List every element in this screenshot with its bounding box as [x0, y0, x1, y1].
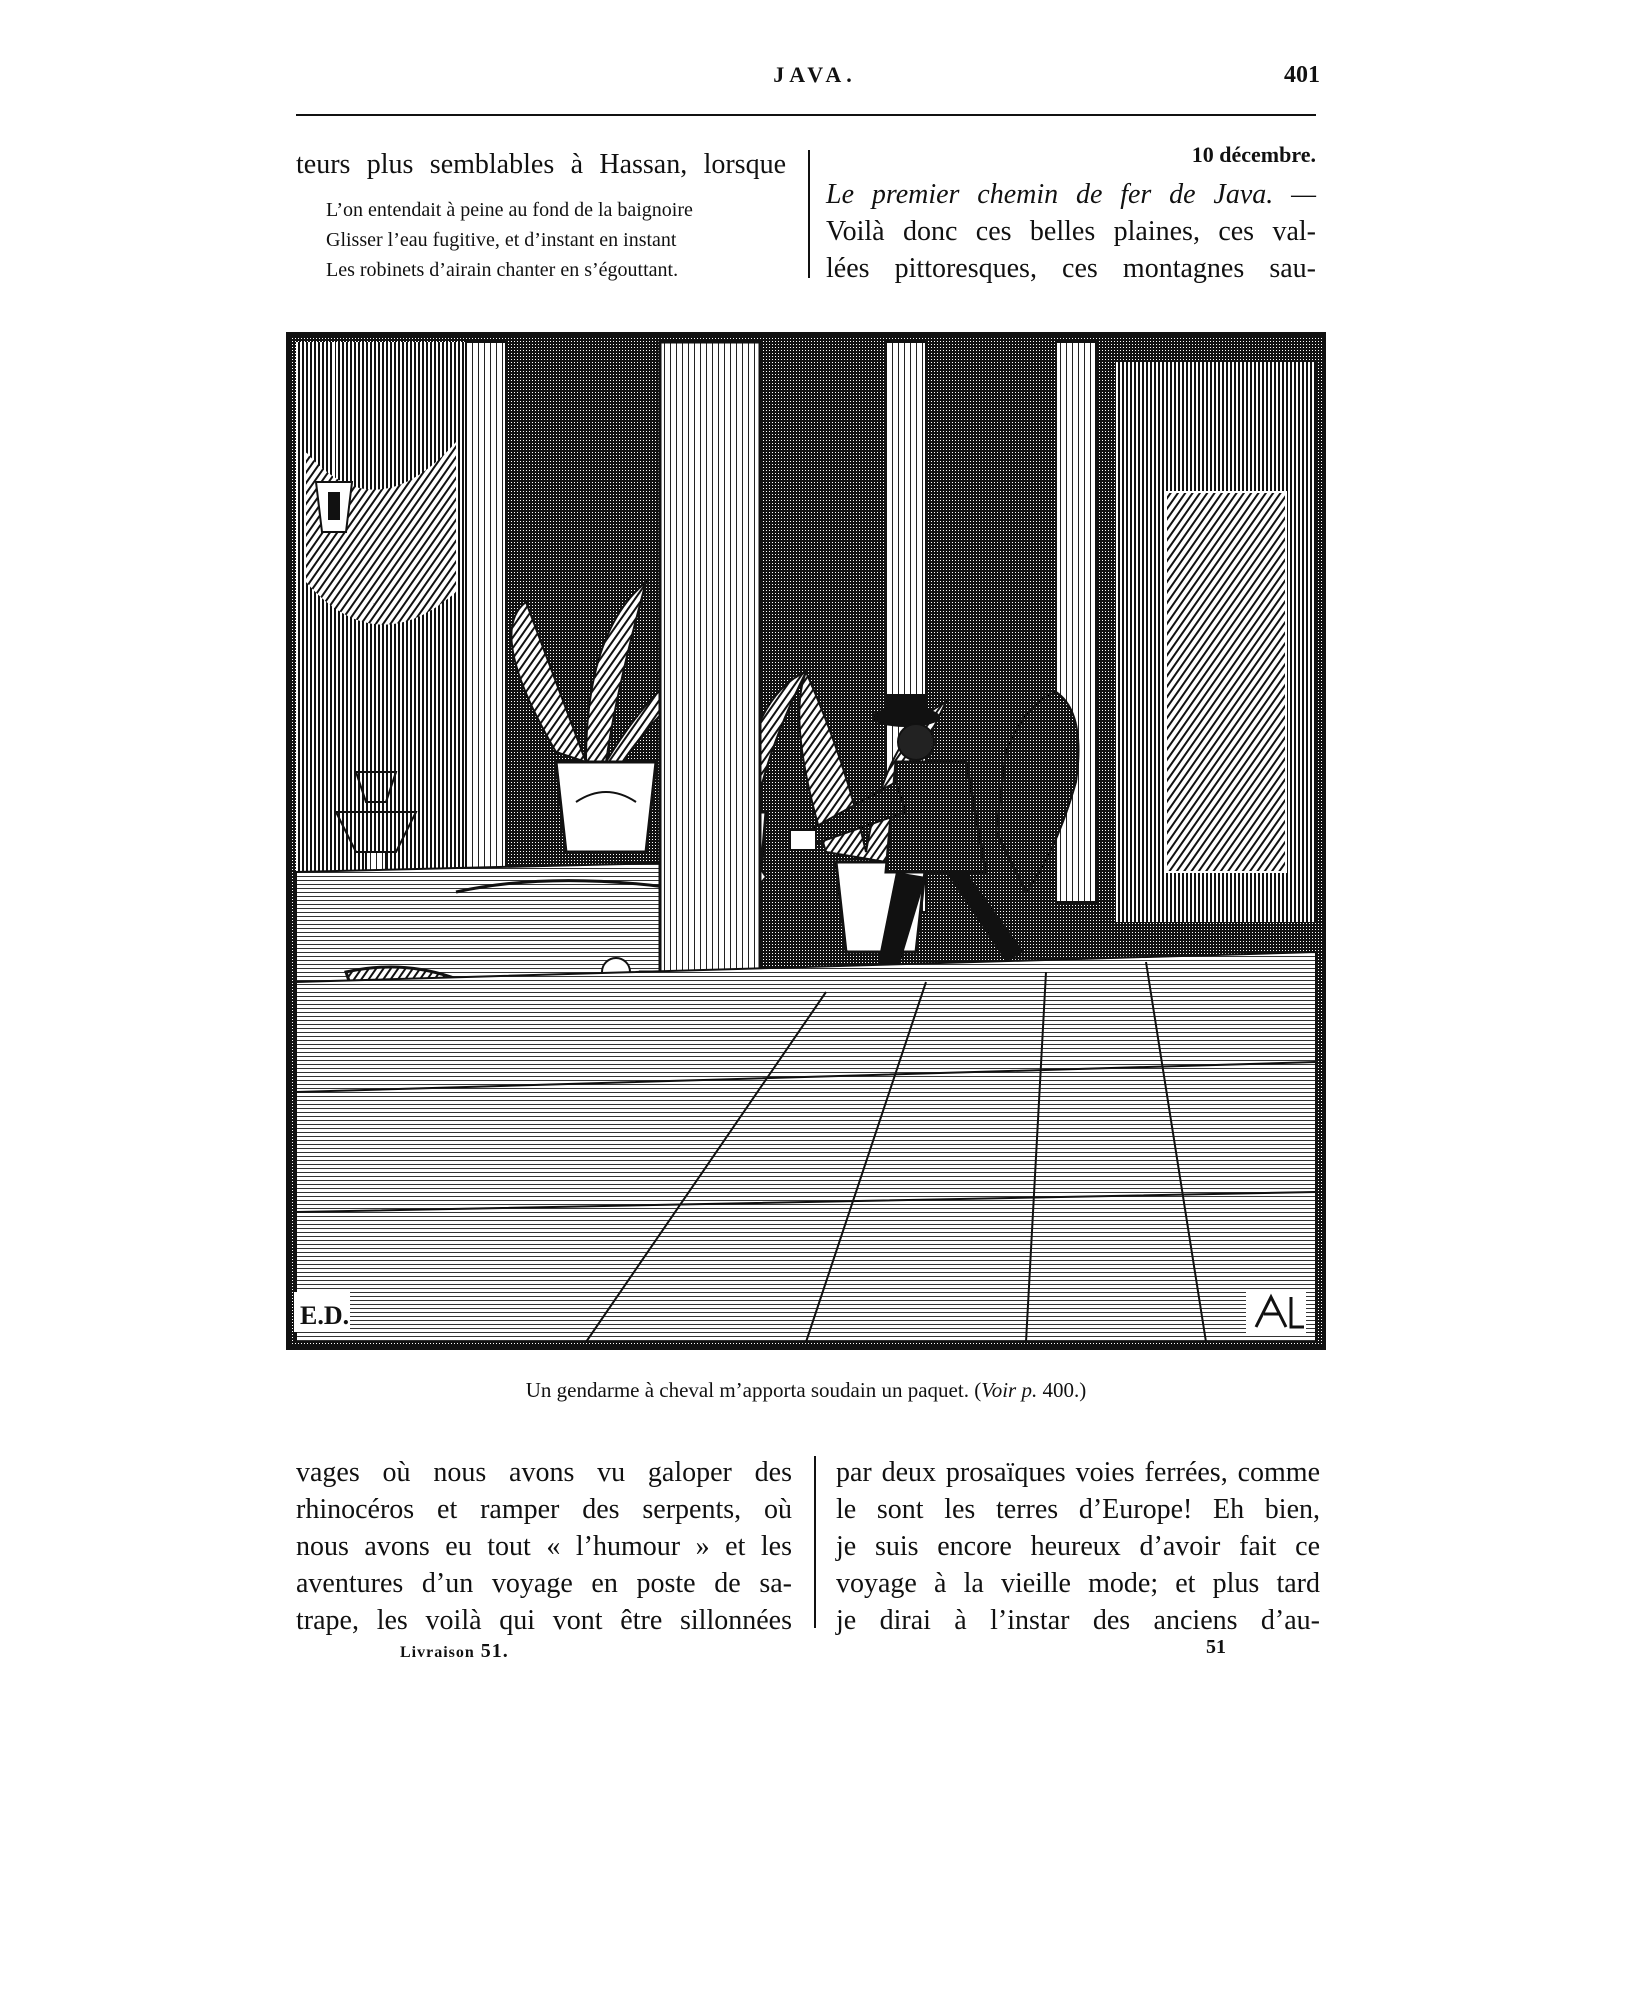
prose-line: je suis encore heureux d’avoir fait ce: [836, 1531, 1320, 1562]
prose-line: voyage à la vieille mode; et plus tard: [836, 1568, 1320, 1599]
verse-line: L’on entendait à peine au fond de la baignoire: [326, 199, 693, 221]
bottom-right-column: [836, 1454, 1320, 1639]
column: [466, 342, 506, 902]
prose-line: je dirai à l’instar des anciens d’au-: [836, 1605, 1320, 1636]
column-rule-top: [808, 150, 810, 278]
top-left-prose: [296, 146, 786, 183]
verse-line: Les robinets d’airain chanter en s’égouttant.: [326, 259, 679, 281]
page-number: 401: [1284, 62, 1320, 88]
livraison-number: 51.: [480, 1640, 509, 1662]
top-right-column: [826, 140, 1316, 287]
livraison-label: Livraison: [400, 1644, 475, 1661]
top-left-column: [296, 146, 786, 285]
dateline: 10 décembre.: [1191, 142, 1316, 167]
artist-initials: E.D.: [300, 1301, 350, 1330]
signature-mark: 51: [1206, 1636, 1226, 1658]
bottom-left-prose: [296, 1454, 792, 1639]
verse-quotation: [296, 195, 786, 285]
livraison-footer: [400, 1640, 509, 1663]
prose-line: trape, les voilà qui vont être sillonnées: [296, 1605, 792, 1636]
bottom-right-prose: [836, 1454, 1320, 1639]
prose-line: le sont les terres d’Europe! Eh bien,: [836, 1494, 1320, 1525]
caption-text: Un gendarme à cheval m’apporta soudain un paquet.: [525, 1378, 969, 1402]
engraving-svg: [286, 332, 1326, 1350]
column-rule-bottom: [814, 1456, 816, 1628]
top-right-prose: [826, 213, 1316, 287]
prose-line: vages où nous avons vu galoper des: [296, 1457, 792, 1488]
engraving-illustration: [286, 332, 1326, 1350]
prose-line: lées pittoresques, ces montagnes sau-: [826, 253, 1316, 284]
caption-reference: (Voir p. 400.): [974, 1378, 1087, 1402]
header-rule: [296, 114, 1316, 116]
verse-line: Glisser l’eau fugitive, et d’instant en instant: [326, 229, 677, 251]
running-head-title: JAVA.: [773, 62, 857, 87]
prose-line: par deux prosaïques voies ferrées, comme: [836, 1457, 1320, 1488]
prose-line: Voilà donc ces belles plaines, ces val-: [826, 216, 1316, 247]
prose-line: aventures d’un voyage en poste de sa-: [296, 1568, 792, 1599]
tiled-floor: [296, 952, 1316, 1342]
engraver-monogram: [1246, 1292, 1306, 1336]
bottom-left-column: [296, 1454, 792, 1639]
prose-line: rhinocéros et ramper des serpents, où: [296, 1494, 792, 1525]
prose-line: teurs plus semblables à Hassan, lorsque: [296, 149, 786, 180]
illustration-caption: [286, 1378, 1326, 1403]
prose-line: nous avons eu tout « l’humour » et les: [296, 1531, 792, 1562]
section-title: Le premier chemin de fer de Java. —: [826, 179, 1316, 210]
